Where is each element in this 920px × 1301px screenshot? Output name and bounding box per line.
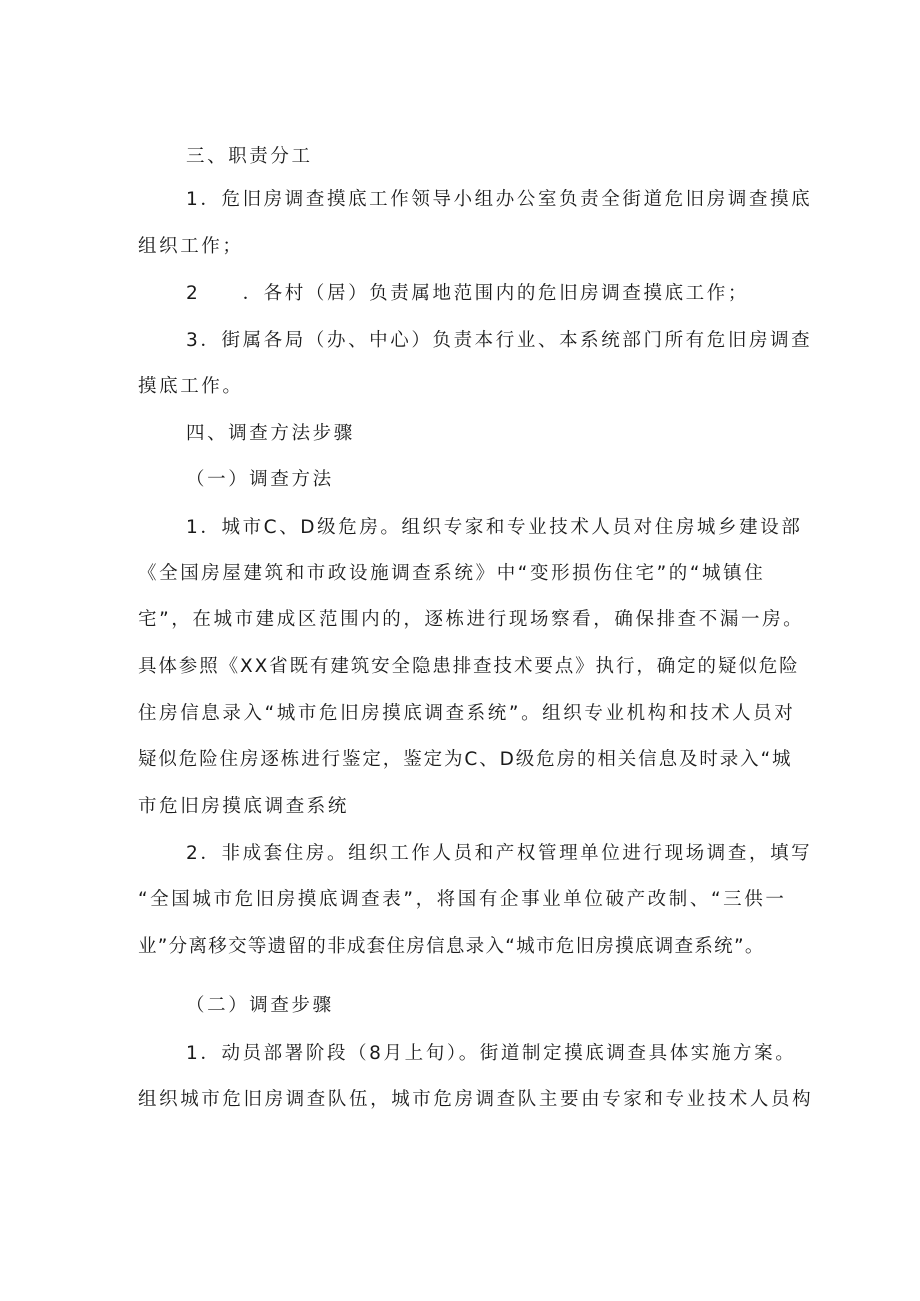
paragraph-line: 疑似危险住房逐栋进行鉴定，鉴定为C、D级危房的相关信息及时录入“城 xyxy=(138,749,793,770)
paragraph-line: 2．非成套住房。组织工作人员和产权管理单位进行现场调查，填写 xyxy=(186,843,813,864)
paragraph-line: 市危旧房摸底调查系统 xyxy=(138,796,350,817)
paragraph-line: 业”分离移交等遗留的非成套住房信息录入“城市危旧房摸底调查系统”。 xyxy=(138,936,765,957)
paragraph-line: 组织城市危旧房调查队伍，城市危房调查队主要由专家和专业技术人员构 xyxy=(138,1089,814,1110)
section-heading-methods: 四、调查方法步骤 xyxy=(186,423,355,444)
paragraph-line: 1．动员部署阶段（8月上旬）。街道制定摸底调查具体实施方案。 xyxy=(186,1043,797,1064)
paragraph-line: 宅”，在城市建成区范围内的，逐栋进行现场察看，确保排查不漏一房。 xyxy=(138,609,805,630)
paragraph-line: 3．街属各局（办、中心）负责本行业、本系统部门所有危旧房调查 xyxy=(186,330,813,351)
paragraph-line: 2 ．各村（居）负责属地范围内的危旧房调查摸底工作； xyxy=(186,283,749,304)
paragraph-line: 摸底工作。 xyxy=(138,376,244,397)
subsection-heading-method: （一）调查方法 xyxy=(186,469,334,490)
subsection-heading-steps: （二）调查步骤 xyxy=(186,995,334,1016)
paragraph-line: 住房信息录入“城市危旧房摸底调查系统”。组织专业机构和技术人员对 xyxy=(138,703,796,724)
paragraph-line: 具体参照《XX省既有建筑安全隐患排查技术要点》执行，确定的疑似危险 xyxy=(138,656,800,677)
paragraph-line: “全国城市危旧房摸底调查表”，将国有企事业单位破产改制、“三供一 xyxy=(138,889,787,910)
paragraph-line: 1．危旧房调查摸底工作领导小组办公室负责全街道危旧房调查摸底 xyxy=(186,189,813,210)
section-heading-responsibilities: 三、职责分工 xyxy=(186,146,313,167)
paragraph-line: 《全国房屋建筑和市政设施调查系统》中“变形损伤住宅”的“城镇住 xyxy=(138,563,766,584)
paragraph-line: 组织工作； xyxy=(138,236,244,257)
paragraph-line: 1．城市C、D级危房。组织专家和专业技术人员对住房城乡建设部 xyxy=(186,517,803,538)
